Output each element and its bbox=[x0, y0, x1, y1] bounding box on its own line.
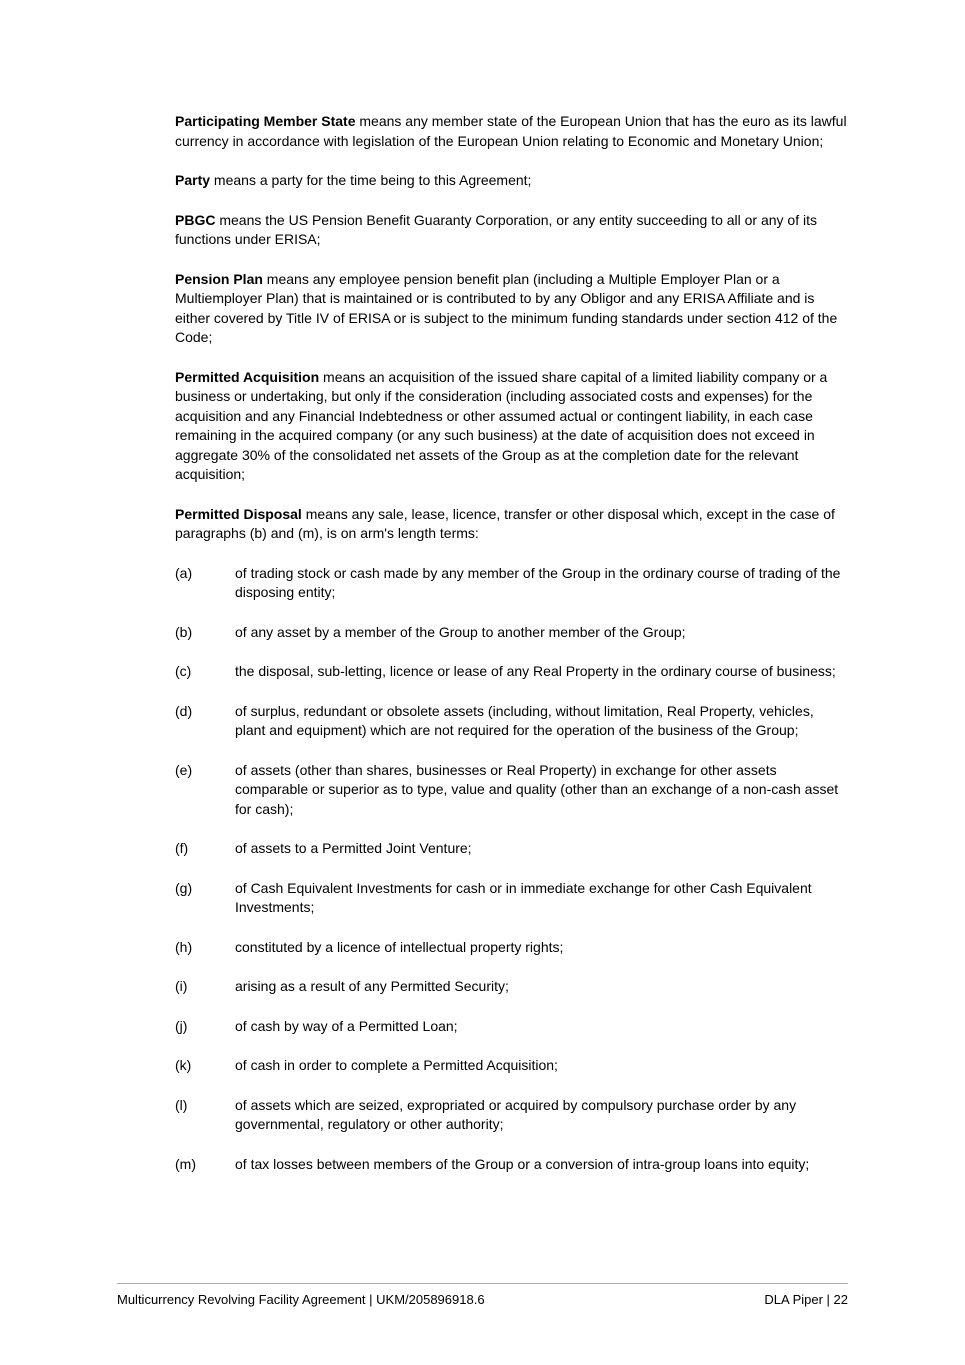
list-item-label: (e) bbox=[175, 761, 193, 778]
definition-term: Permitted Acquisition bbox=[175, 368, 320, 385]
definition-paragraph bbox=[175, 505, 847, 544]
list-item-label: (d) bbox=[175, 702, 193, 719]
list-item-label: (a) bbox=[175, 564, 193, 581]
list-item bbox=[175, 1056, 847, 1076]
list-item-text: of assets (other than shares, businesses or Real Property) in exchange for other assets comparable or superior as to type, value and quality (other than an exchange of a non-cash asset for cash); bbox=[235, 761, 839, 817]
definition-term: Participating Member State bbox=[175, 113, 356, 129]
list-item-label: (k) bbox=[175, 1057, 192, 1073]
definition-body: means any member state of the European Union that has the euro as its lawful currency in accordance with legislation of the European Union relating to Economic and Monetary Union; bbox=[175, 113, 847, 149]
list-item-text: of cash by way of a Permitted Loan; bbox=[235, 1017, 458, 1034]
definition-body: means a party for the time being to this Agreement; bbox=[210, 172, 532, 188]
list-item bbox=[175, 564, 847, 603]
list-item-text: of tax losses between members of the Group or a conversion of intra-group loans into equity; bbox=[235, 1155, 810, 1172]
definition-term: PBGC bbox=[175, 211, 216, 228]
list-item-label: (h) bbox=[175, 938, 193, 955]
definition-body: means any sale, lease, licence, transfer or other disposal which, except in the case of paragraphs (b) and (m), is on arm's length terms: bbox=[175, 505, 835, 541]
definition-paragraph bbox=[175, 112, 847, 151]
definition-paragraph bbox=[175, 171, 847, 191]
definition-body: means the US Pension Benefit Guaranty Corporation, or any entity succeeding to all or any of its functions under ERISA; bbox=[175, 211, 818, 247]
list-item bbox=[175, 702, 847, 741]
definition-paragraph bbox=[175, 270, 847, 348]
list-item bbox=[175, 938, 847, 958]
definition-paragraph bbox=[175, 368, 847, 485]
footer-firm-page-number: DLA Piper | 22 bbox=[764, 1292, 848, 1307]
list-item-text: arising as a result of any Permitted Security; bbox=[235, 978, 509, 994]
list-item bbox=[175, 761, 847, 820]
definition-term: Pension Plan bbox=[175, 270, 263, 287]
list-item bbox=[175, 662, 847, 682]
list-item-label: (l) bbox=[175, 1096, 188, 1113]
list-item bbox=[175, 839, 847, 859]
list-item-label: (i) bbox=[175, 978, 188, 994]
list-item-text: of assets which are seized, expropriated or acquired by compulsory purchase order by any governmental, regulatory or other authority; bbox=[235, 1096, 797, 1132]
document-content bbox=[175, 112, 847, 1194]
list-item bbox=[175, 977, 847, 997]
list-item-text: of assets to a Permitted Joint Venture; bbox=[235, 840, 472, 856]
definition-paragraph bbox=[175, 211, 847, 250]
list-item bbox=[175, 623, 847, 643]
list-item-label: (c) bbox=[175, 663, 192, 679]
list-item bbox=[175, 1155, 847, 1175]
list-item-text: of any asset by a member of the Group to another member of the Group; bbox=[235, 623, 686, 640]
list-item-label: (f) bbox=[175, 840, 189, 856]
list-item-text: of cash in order to complete a Permitted Acquisition; bbox=[235, 1057, 558, 1073]
list-item-label: (m) bbox=[175, 1155, 196, 1172]
definition-body: means an acquisition of the issued share capital of a limited liability company or a business or undertaking, but only if the consideration (including associated costs and expenses) for the acquisition and any Financial Indebtedness or other assumed actual or contingent liability, in each case remaining in the acquired company (or any such business) at the date of acquisition does not exceed in aggregate 30% of the consolidated net assets of the Group as at the completion date for the relevant acquisition; bbox=[175, 368, 828, 482]
list-item bbox=[175, 879, 847, 918]
definition-term: Party bbox=[175, 172, 211, 188]
definition-body: means any employee pension benefit plan (including a Multiple Employer Plan or a Multiemployer Plan) that is maintained or is contributed to by any Obligor and any ERISA Affiliate and is either covered by Title IV of ERISA or is subject to the minimum funding standards under section 412 of the Code; bbox=[175, 270, 838, 345]
list-item bbox=[175, 1017, 847, 1037]
list-item bbox=[175, 1096, 847, 1135]
list-item-label: (g) bbox=[175, 879, 193, 896]
list-item-text: constituted by a licence of intellectual property rights; bbox=[235, 938, 564, 955]
footer-document-title: Multicurrency Revolving Facility Agreement | UKM/205896918.6 bbox=[117, 1292, 485, 1307]
list-item-text: the disposal, sub-letting, licence or lease of any Real Property in the ordinary course of business; bbox=[235, 663, 836, 679]
list-item-label: (j) bbox=[175, 1017, 188, 1034]
list-item-text: of trading stock or cash made by any member of the Group in the ordinary course of trading of the disposing entity; bbox=[235, 564, 841, 600]
list-item-label: (b) bbox=[175, 623, 193, 640]
list-item-text: of surplus, redundant or obsolete assets (including, without limitation, Real Property, vehicles, plant and equipment) which are not required for the operation of the business of the Group; bbox=[235, 702, 814, 738]
list-item-text: of Cash Equivalent Investments for cash or in immediate exchange for other Cash Equivalent Investments; bbox=[235, 879, 812, 915]
page-footer bbox=[117, 1283, 848, 1307]
definition-term: Permitted Disposal bbox=[175, 505, 302, 522]
